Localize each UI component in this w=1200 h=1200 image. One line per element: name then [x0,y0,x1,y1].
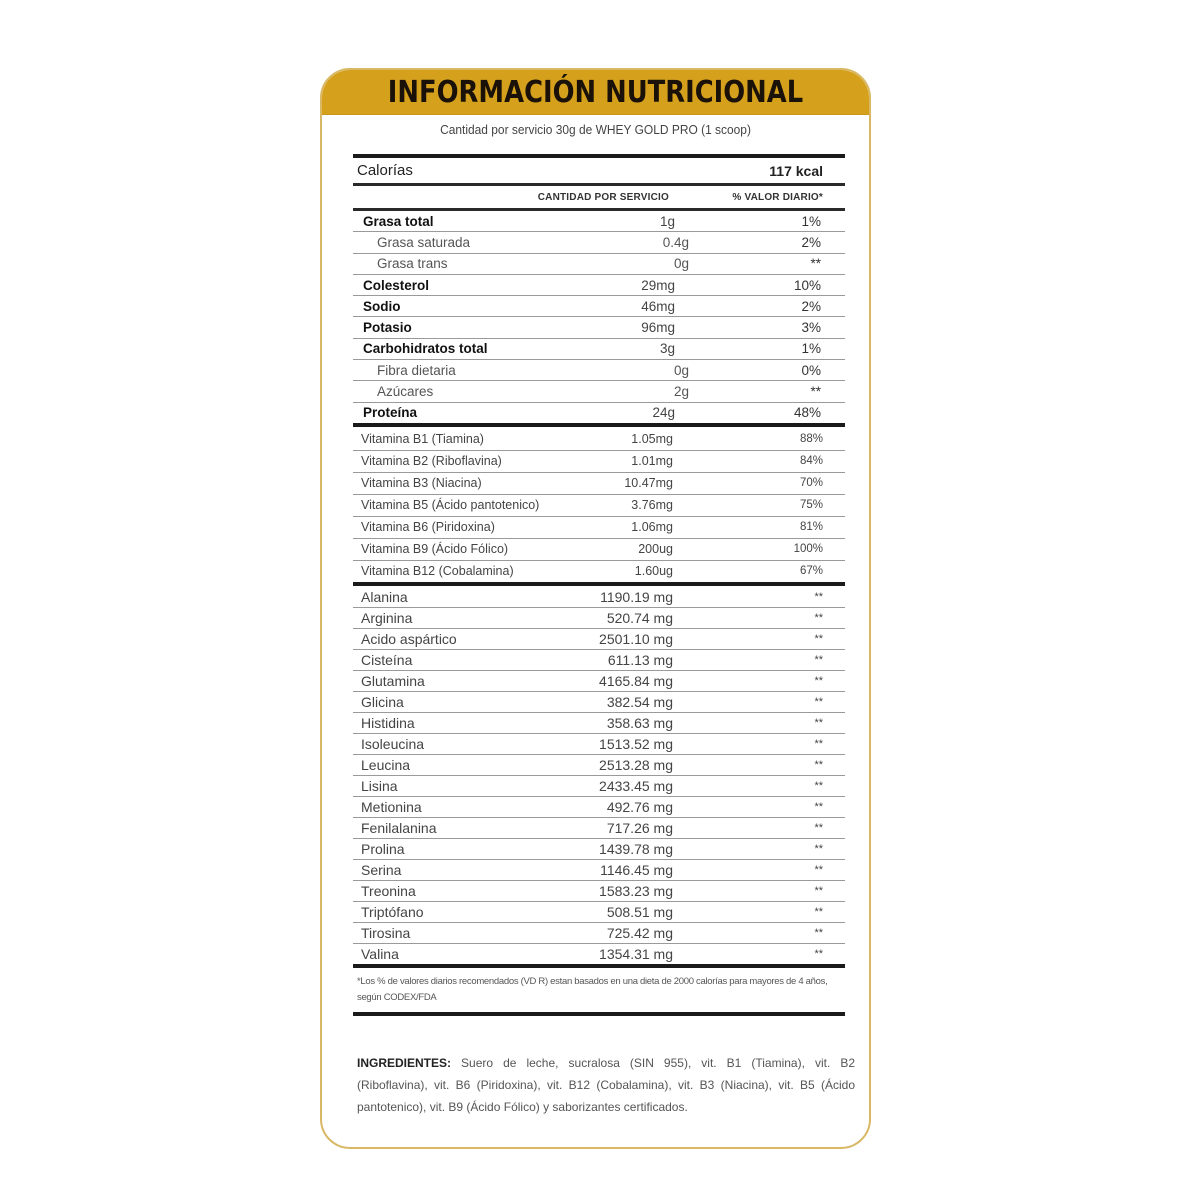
footnote: *Los % de valores diarios recomendados (VD R) estan basados en una dieta de 2000 calorías para mayores de 4 años, según CODEX/FDA [357,975,828,1003]
column-header-row [353,186,845,208]
daily-value: 100% [793,543,823,556]
nutrient-name: Sodio [363,298,401,314]
table-row [353,818,845,839]
ingredients [357,1052,855,1118]
daily-value: ** [814,884,823,897]
nutrient-name: Vitamina B1 (Tiamina) [361,432,484,447]
table-row [353,429,845,451]
table-row [353,254,845,275]
nutrient-name: Metionina [361,798,422,815]
daily-value: ** [814,758,823,771]
nutrient-name: Fibra dietaria [377,362,456,378]
table-row [353,339,845,360]
daily-value: ** [814,821,823,834]
nutrient-amount: 520.74 mg [606,609,673,626]
nutrient-name: Treonina [361,882,416,899]
nutrient-amount: 1439.78 mg [599,840,673,857]
nutrient-amount: 358.63 mg [606,714,673,731]
table-row [353,734,845,755]
nutrient-name: Grasa total [363,213,434,229]
daily-value: 88% [799,433,823,446]
table-row [353,860,845,881]
daily-value: 2% [801,234,821,250]
table-row [353,473,845,495]
daily-value: 48% [793,405,821,421]
table-row [353,881,845,902]
nutrient-amount: 200ug [638,542,673,557]
table-row [353,692,845,713]
table-row [353,608,845,629]
nutrient-name: Leucina [361,756,411,773]
nutrient-name: Vitamina B3 (Niacina) [361,476,482,491]
table-row [353,539,845,561]
nutrient-amount: 96mg [641,320,675,336]
nutrient-amount: 1146.45 mg [600,861,673,878]
table-row [353,587,845,608]
nutrient-name: Vitamina B2 (Riboflavina) [361,454,502,469]
ingredients-label: INGREDIENTES: [357,1056,452,1070]
table-row [353,495,845,517]
nutrient-name: Lisina [361,777,398,794]
nutrient-amount: 2501.10 mg [599,630,673,647]
table-row [353,275,845,296]
table-row [353,296,845,317]
table-row [353,902,845,923]
nutrient-name: Acido aspártico [361,630,457,647]
daily-value: 2% [801,298,821,314]
daily-value: ** [814,632,823,645]
daily-value: 84% [799,455,823,468]
nutrient-amount: 492.76 mg [606,798,673,815]
nutrient-name: Grasa saturada [377,234,471,250]
nutrient-name: Cisteína [361,651,413,668]
nutrient-amount: 1.60ug [634,564,673,579]
nutrient-name: Fenilalanina [361,819,437,836]
nutrient-amount: 382.54 mg [606,693,673,710]
nutrient-amount: 1513.52 mg [599,735,673,752]
nutrient-amount: 717.26 mg [606,819,673,836]
nutrient-amount: 3.76mg [631,498,673,513]
nutrient-amount: 10.47mg [624,476,673,491]
nutrient-amount: 1.06mg [631,520,673,535]
nutrient-amount: 2513.28 mg [599,756,673,773]
daily-value: ** [814,779,823,792]
daily-value: ** [814,737,823,750]
daily-value: ** [814,590,823,603]
daily-value: 10% [793,277,821,293]
nutrient-name: Carbohidratos total [363,341,488,357]
table-row [353,797,845,818]
nutrient-name: Colesterol [363,277,430,293]
nutrient-name: Glutamina [361,672,425,689]
calories-row [353,158,845,183]
table-row [353,776,845,797]
calories-value: 117 kcal [769,162,823,179]
nutrition-facts-card [320,68,871,1149]
table-row [353,451,845,473]
calories-label: Calorías [357,162,413,179]
table-row [353,403,845,423]
nutrition-table [353,154,845,1016]
nutrient-name: Vitamina B6 (Piridoxina) [361,520,495,535]
daily-value: ** [814,674,823,687]
nutrient-name: Grasa trans [377,256,448,272]
daily-value: ** [810,256,821,272]
nutrient-amount: 611.13 mg [607,651,673,668]
daily-value: ** [814,695,823,708]
nutrient-name: Glicina [361,693,404,710]
table-row [353,381,845,402]
nutrient-amount: 2g [673,384,689,400]
nutrient-name: Vitamina B5 (Ácido pantotenico) [361,498,540,513]
table-row [353,561,845,582]
daily-value: ** [814,653,823,666]
amount-column-header: CANTIDAD POR SERVICIO [537,191,669,203]
nutrient-amount: 508.51 mg [606,903,673,920]
daily-value: ** [814,800,823,813]
daily-value: ** [814,926,823,939]
daily-value: ** [814,611,823,624]
nutrient-name: Azúcares [377,384,434,400]
daily-value: 3% [801,320,821,336]
table-row [353,211,845,232]
daily-value: 70% [799,477,823,490]
serving-size: Cantidad por servicio 30g de WHEY GOLD PRO (1 scoop) [440,122,751,137]
amino-acids-section [353,586,845,964]
table-row [353,629,845,650]
title-bar [322,70,869,115]
table-row [353,713,845,734]
nutrient-amount: 0g [673,256,689,272]
table-row [353,755,845,776]
daily-value: ** [814,905,823,918]
nutrient-amount: 3g [659,341,675,357]
nutrient-amount: 29mg [641,277,675,293]
daily-value: 81% [799,521,823,534]
table-row [353,317,845,338]
table-row [353,517,845,539]
nutrient-amount: 2433.45 mg [599,777,673,794]
divider [353,1012,845,1016]
daily-value: ** [814,716,823,729]
table-row [353,923,845,944]
nutrient-name: Vitamina B12 (Cobalamina) [361,564,514,579]
nutrient-name: Potasio [363,320,412,336]
nutrient-name: Tirosina [361,924,411,941]
daily-value: ** [810,384,821,400]
table-row [353,650,845,671]
daily-value: 75% [799,499,823,512]
nutrient-amount: 1583.23 mg [599,882,673,899]
nutrient-amount: 46mg [641,298,675,314]
table-row [353,360,845,381]
nutrient-name: Alanina [361,588,408,605]
nutrient-amount: 0g [673,362,689,378]
daily-value: 67% [799,565,823,578]
daily-value: 1% [801,341,821,357]
daily-value: ** [814,863,823,876]
nutrient-amount: 1190.19 mg [600,588,673,605]
daily-value-column-header: % VALOR DIARIO* [732,191,823,203]
nutrient-name: Histidina [361,714,415,731]
nutrient-name: Proteína [363,405,418,421]
daily-value: 1% [801,213,821,229]
nutrient-amount: 24g [652,405,675,421]
nutrient-name: Prolina [361,840,405,857]
nutrient-amount: 1.05mg [631,432,673,447]
nutrient-name: Vitamina B9 (Ácido Fólico) [361,542,509,557]
nutrient-name: Triptófano [361,903,424,920]
nutrient-amount: 1g [659,213,675,229]
table-row [353,671,845,692]
ingredients-text: Suero de leche, sucralosa (SIN 955), vit. B1 (Tiamina), vit. B2 (Riboflavina), vit. B6 (Piridoxina), vit. B12 (Cobalamina), vit. B3 (Niacina), vit. B5 (Ácido pantotenico), vit. B9 (Ácido Fólico) y saborizantes certificados. [357,1056,855,1114]
table-row [353,839,845,860]
nutrient-amount: 1.01mg [631,454,673,469]
daily-value: 0% [801,362,821,378]
nutrients-section [353,211,845,423]
nutrient-amount: 725.42 mg [606,924,673,941]
table-row [353,232,845,253]
table-row [353,944,845,964]
nutrient-amount: 4165.84 mg [599,672,673,689]
nutrient-amount: 1354.31 mg [599,945,673,962]
nutrient-name: Serina [361,861,402,878]
page-title: INFORMACIÓN NUTRICIONAL [387,74,804,110]
nutrient-amount: 0.4g [662,234,689,250]
daily-value: ** [814,842,823,855]
nutrient-name: Valina [361,945,399,962]
nutrient-name: Arginina [361,609,413,626]
vitamins-section [353,427,845,582]
daily-value: ** [814,947,823,960]
nutrient-name: Isoleucina [361,735,425,752]
